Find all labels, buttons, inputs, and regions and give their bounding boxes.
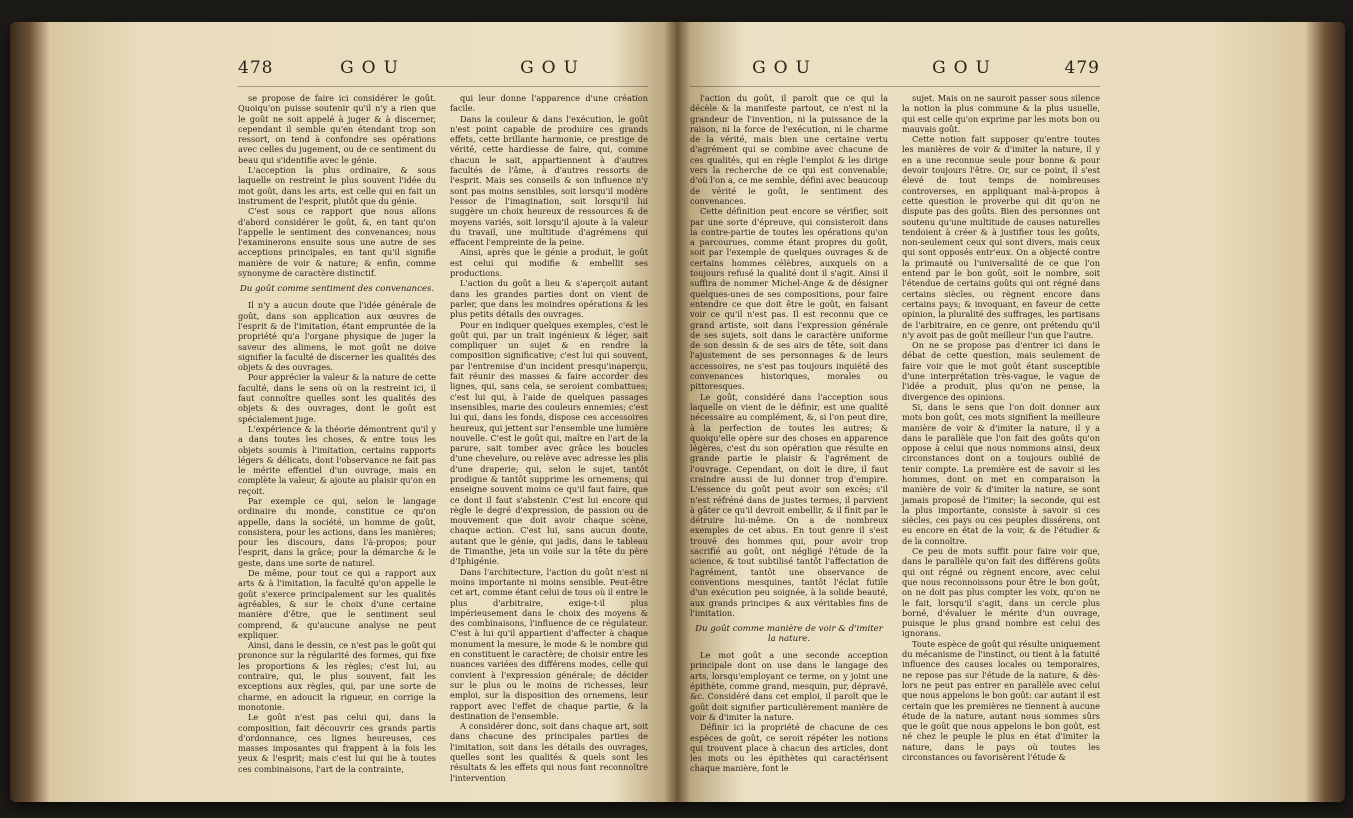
paragraph: L'acception la plus ordinaire, & sous laquelle on restreint le plus souvent l'idée du mot goût, dans les arts, est celle qui en fait un instrument de l'esprit, plutôt que du génie. — [238, 165, 436, 206]
paragraph: Il n'y a aucun doute que l'idée générale de goût, dans son application aux œuvres de l'esprit & de l'imitation, étant empruntée de la propriété qu'a l'organe physique de juger la saveur des alimens, le mot goût ne doive signifier la faculté de discerner les qualités des objets & des ouvrages. — [238, 300, 436, 373]
left-page-column-2 — [450, 93, 648, 782]
left-page-column-1 — [238, 93, 436, 782]
left-page — [238, 52, 648, 782]
paragraph: L'expérience & la théorie démontrent qu'il y a dans toutes les choses, & entre tous les objets soumis à l'imitation, certains rapports légers & délicats, dont l'observance ne fait pas le mérite effentiel d'un ouvrage, mais en complète la valeur, & ajoute au plaisir qu'on en reçoit. — [238, 423, 436, 496]
paragraph: Définir ici la propriété de chacune de ces espèces de goût, ce seroit répéter les notions qui trouvent place à chacun des articles, dont les mots ou les épithètes qui caractérisent chaque manière, font le — [690, 722, 888, 774]
paragraph: On ne se propose pas d'entrer ici dans le débat de cette question, mais seulement de faire voir que le mot goût étant susceptible d'une interprétation très-vague, le vague de l'idée a produit, plus qu'on ne pense, la divergence des opinions. — [902, 340, 1100, 402]
paragraph: Toute espèce de goût qui résulte uniquement du mécanisme de l'instinct, ou tient à la fatuité influence des causes locales ou temporaires, ne repose pas sur l'étude de la nature, & dès-lors ne peut pas entrer en parallèle avec celui que nous appelons le bon goût: car autant il est certain que les premières ne tiennent à aucune étude de la nature, autant nous sommes sûrs que le goût que nous appelons le bon goût, est né chez le peuple le plus en état d'imiter la nature, dans le pays où toutes les circonstances ou favorisèrent l'étude & — [902, 638, 1100, 762]
page-number: 479 — [1064, 58, 1100, 78]
paragraph: Dans la couleur & dans l'exécution, le goût n'est point capable de produire ces grands effets, cette brillante harmonie, ce prestige de vérité, cette hardiesse de faire, qui, comme chacun le sait, appartiennent à d'autres facultés de l'âme, à d'autres ressorts de l'esprit. Mais ses conseils & son influence n'y sont pas moins sensibles, soit lorsqu'il modère l'essor de l'imagination, soit lorsqu'il lui suggère un choix heureux de ressources & de moyens variés, soit lorsqu'il ajoute à la valeur du travail, une multitude d'agrémens qui effacent l'empreinte de la peine. — [450, 113, 648, 248]
paragraph: Le mot goût a une seconde acception principale dont on use dans le langage des arts, lorsqu'employant ce terme, on y joint une épithète, comme grand, mesquin, pur, dépravé, &c. Considéré dans cet emploi, il paroît que le goût doit signifier particulièrement manière de voir & d'imiter la nature. — [690, 650, 888, 722]
paragraph: Ce peu de mots suffit pour faire voir que, dans le parallèle qu'on fait des différens goûts qui ont régné ou règnent encore, avec celui que nous reconnoissons pour être le bon goût, on ne doit pas plus compter les voix, qu'on ne le fait, lorsqu'il s'agit, dans un cercle plus borné, d'évaluer le mérite d'un ouvrage, puisque le plus grand nombre est celui des ignorans. — [902, 546, 1100, 639]
paragraph: se propose de faire ici considérer le goût. Quoiqu'on puisse soutenir qu'il n'y a rien que le goût ne soit appelé à juger & à discerner, cependant il semble qu'en étendant trop son ressort, on tend à confondre ses opérations avec celles du jugement, ou de ce sentiment du beau qui s'identifie avec le génie. — [238, 93, 436, 165]
paragraph: Le goût n'est pas celui qui, dans la composition, fait découvrir ces grands partis d'ordonnance, ces lignes heureuses, ces masses imposantes qui frappent à la fois les yeux & l'esprit; mais c'est lui qui lie à toutes ces combinaisons, l'art de la contrainte, — [238, 712, 436, 774]
paragraph: l'action du goût, il paroît que ce qui la décèle & la manifeste partout, ce n'est ni la grandeur de l'invention, ni la puissance de la raison, ni la force de l'exécution, ni le charme de la vérité, mais bien une certaine vertu d'agrément qui se combine avec chacune de ces qualités, qui en règle l'emploi & les dirige vers la recherche de ce qui est convenable; d'où l'on a, ce me semble, défini avec beaucoup de vérité le goût, le sentiment des convenances. — [690, 93, 888, 206]
running-head: GOU — [932, 58, 998, 78]
running-head: GOU — [340, 58, 406, 78]
paragraph: De même, pour tout ce qui a rapport aux arts & à l'imitation, la faculté qu'on appelle le goût s'exerce principalement sur les qualités agréables, & sur le choix d'une certaine manière d'être, que le sentiment seul comprend, & qu'aucune analyse ne peut expliquer. — [238, 568, 436, 640]
section-heading: Du goût comme sentiment des convenances. — [239, 284, 435, 295]
paragraph: L'action du goût a lieu & s'aperçoit autant dans les grandes parties dont on vient de parler, que dans les moindres opérations & les plus petits détails des ouvrages. — [450, 278, 648, 320]
page-number: 478 — [238, 58, 274, 78]
paragraph: sujet. Mais on ne sauroit passer sous silence la notion la plus commune & la plus usuelle, qui est celle qu'on exprime par les mots bon ou mauvais goût. — [902, 93, 1100, 134]
paragraph: Dans l'architecture, l'action du goût n'est ni moins importante ni moins sensible. Peut-être cet art, comme étant celui de tous où il entre le plus d'arbitraire, exige-t-il plus impérieusement dans le choix des moyens & des combinaisons, l'influence de ce régulateur. C'est à lui qu'il appartient d'affecter à chaque monument la mesure, le mode & le nombre qui en constituent le caractère; de choisir entre les nuances variées des différens modes, celle qui convient à l'expression générale; de décider sur le plus ou le moins de richesses, leur emploi, sur la disposition des ornemens, leur rapport avec l'effet de chaque partie, & la destination de l'ensemble. — [450, 566, 648, 721]
paragraph: Le goût, considéré dans l'acception sous laquelle on vient de le définir, est une qualité nécessaire au complément, &, si l'on peut dire, à la perfection de toutes les autres; & quoiqu'elle opère sur des choses en apparence légères, c'est du son opération que résulte en grande partie le plaisir & l'agrément de l'ouvrage. Cependant, on doit le dire, il faut craindre aussi de lui donner trop d'empire. L'essence du goût peut avoir son excès; s'il n'est réfréné dans de justes termes, il parvient à gâter ce qu'il devroit embellir, & il finit par le détruire lui-même. On a de nombreux exemples de cet abus. En tout genre il s'est trouvé des hommes qui, pour avoir trop sacrifié au goût, ont négligé l'étude de la science, & tout subtilisé tantôt l'affectation de l'agrément, tantôt une observance de conventions mesquines, tantôt l'éclat futile d'un exécution peu soignée, à la solide beauté, aux grands principes & aux véritables fins de l'imitation. — [690, 391, 888, 618]
paragraph: Pour apprécier la valeur & la nature de cette faculté, dans le sens où on la restreint ici, il faut connoître quelles sont les qualités des objets & des ouvrages, dont le goût est spécialement juge. — [238, 372, 436, 424]
paragraph: Cette notion fait supposer qu'entre toutes les manières de voir & d'imiter la nature, il y en a une reconnue seule pour bonne & pour devoir toujours l'être. Or, sur ce point, il s'est élevé de tout temps de nombreuses controverses, en appliquant mal-à-propos à cette question le proverbe qui dit qu'on ne dispute pas des goûts. Bien des personnes ont soutenu qu'une multitude de causes naturelles tendoient à créer & à justifier tous les goûts, non-seulement ceux qui sont divers, mais ceux qui sont opposés entr'eux. On a objecté contre la primauté ou l'universalité de ce que l'on entend par le bon goût, soit le nombre, soit l'étendue de certains goûts qui ont régné dans certains siècles, ou règnent encore dans certains pays; & invoquant, en faveur de cette opinion, la pluralité des suffrages, les partisans de l'arbitraire, en ce genre, ont prétendu qu'il n'y avoit pas de goût meilleur l'un que l'autre. — [902, 134, 1100, 340]
section-heading: Du goût comme manière de voir & d'imiter la nature. — [695, 624, 883, 645]
running-head: GOU — [752, 58, 818, 78]
paragraph: A considérer donc, soit dans chaque art, soit dans chacune des principales parties de l'imitation, soit dans les détails des ouvrages, quelles sont les qualités & quels sont les résultats & les effets qui nous font reconnoître l'intervention — [450, 721, 648, 782]
paragraph: Ainsi, après que le génie a produit, le goût est celui qui modifie & embellit ses productions. — [450, 247, 648, 279]
left-page-header — [238, 52, 648, 87]
paragraph: C'est sous ce rapport que nous allons d'abord considérer le goût, &, en tant qu'on l'appelle le sentiment des convenances; nous l'examinerons ensuite sous une autre de ses acceptions principales, en tant qu'il signifie manière de voir & nature; & enfin, comme synonyme de caractère distinctif. — [238, 206, 436, 279]
right-page-column-1 — [690, 93, 888, 774]
paragraph: Si, dans le sens que l'on doit donner aux mots bon goût, ces mots signifient la meilleure manière de voir & d'imiter la nature, il y a dans le parallèle que l'on fait des goûts qu'on oppose à celui que nous nommons ainsi, deux circonstances dont on a toujours oublié de tenir compte. La première est de savoir si les hommes, dont on met en comparaison la manière de voir & d'imiter la nature, se sont jamais proposé de l'imiter; la seconde, qui est la plus importante, consiste à savoir si ces siècles, ces pays ou ces peuples dissérens, ont eu encore en état de la voir, & de l'étudier & de la connoître. — [902, 401, 1100, 546]
paragraph: Pour en indiquer quelques exemples, c'est le goût qui, par un trait ingénieux & léger, sait compliquer un sujet & en rendre la composition significative; c'est lui qui souvent, par l'entremise d'un incident presqu'inaperçu, fait réunir des masses & faire accorder des lignes, qui, sans cela, se seroient combattues; c'est lui qui, à l'aide de quelques passages insensibles, marie des couleurs ennemies; c'est lui qui, dans les fonds, dispose ces accessoires heureux, qui jettent sur l'ensemble une lumière nouvelle. C'est le goût qui, maître en l'art de la parure, sait tomber avec grâce les boucles d'une chevelure, ou relève avec adresse les plis d'une draperie; qui, selon le sujet, tantôt prodigue & tantôt supprime les ornemens; qui enseigne souvent moins ce qu'il faut faire, que ce dont il faut s'abstenir. C'est lui encore qui règle le degré d'expression, de passion ou de mouvement que doit avoir chaque scène, chaque action. C'est lui, sans aucun doute, autant que le génie, qui jadis, dans le tableau de Timanthe, jeta un voile sur la tête du père d'Iphigénie. — [450, 319, 648, 567]
paragraph: Par exemple ce qui, selon le langage ordinaire du monde, constitue ce qu'on appelle, dans la société, un homme de goût, consistera, pour les actions, dans les manières; pour les discours, dans l'à-propos; pour l'esprit, dans la grâce; pour la démarche & le geste, dans une sorte de naturel. — [238, 495, 436, 568]
right-page — [690, 52, 1100, 782]
running-head: GOU — [520, 58, 586, 78]
paragraph: qui leur donne l'apparence d'une création facile. — [450, 93, 648, 114]
paragraph: Cette définition peut encore se vérifier, soit par une sorte d'épreuve, qui consisteroit dans la contre-partie de toutes les opérations qu'on a parcourues, comme étant propres du goût, soit par l'exemple de quelques ouvrages & de certains hommes célèbres, auxquels on a toujours refusé la qualité dont il s'agit. Ainsi il suffira de nommer Michel-Ange & de désigner quelques-unes de ses compositions, pour faire entendre ce que doit être le goût, en faisant voir ce qu'il n'est pas. Il est reconnu que ce grand artiste, soit dans l'expression générale de ses sujets, soit dans le caractère uniforme de son dessin & de ses airs de tête, soit dans l'ajustement de ses personnages & de leurs accessoires, ne s'est pas toujours inquiété des convenances historiques, morales ou pittoresques. — [690, 206, 888, 392]
open-book — [10, 22, 1345, 802]
right-page-column-2 — [902, 93, 1100, 774]
right-page-header — [690, 52, 1100, 87]
paragraph: Ainsi, dans le dessin, ce n'est pas le goût qui prononce sur la régularité des formes, qui fixe les proportions & les règles; c'est lui, au contraire, qui, le plus souvent, fait les exceptions aux règles, qui, par une sorte de charme, en adoucit la rigueur, en corrige la monotonie. — [238, 640, 436, 712]
